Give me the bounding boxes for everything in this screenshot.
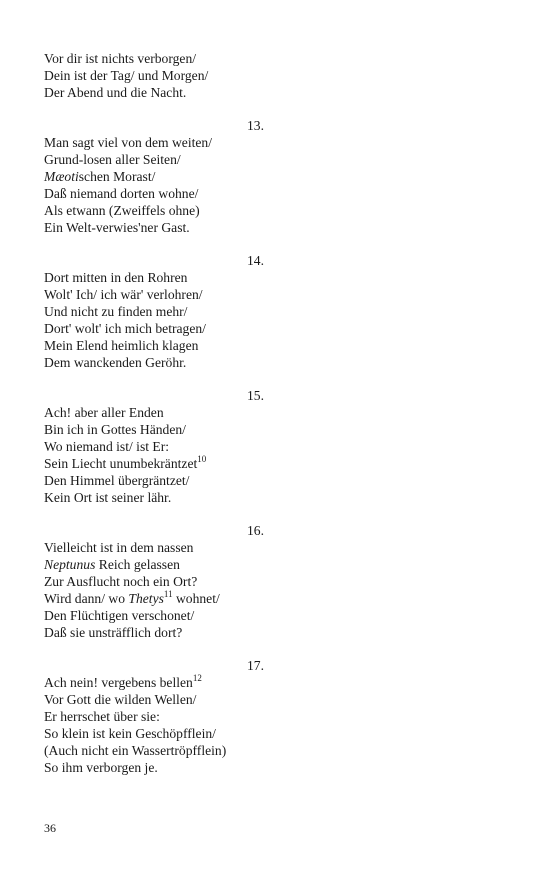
verse-line [44, 539, 274, 556]
page-number: 36 [44, 821, 56, 835]
verse-text: Dort mitten in den Rohren [44, 270, 188, 285]
verse-line [44, 421, 274, 438]
verse-line [44, 219, 274, 236]
verse-text: Daß sie unsträfflich dort? [44, 625, 183, 640]
verse-text: wohnet/ [172, 591, 220, 606]
verse-text: Den Himmel übergräntzet/ [44, 473, 190, 488]
stanza-number: 15. [247, 388, 264, 403]
verse-text: Mein Elend heimlich klagen [44, 338, 199, 353]
verse-line [44, 50, 274, 67]
verse-text: Den Flüchtigen verschonet/ [44, 608, 195, 623]
verse-text: schen Morast/ [78, 169, 156, 184]
verse-line [44, 337, 274, 354]
verse-line [44, 438, 274, 455]
verse-text: Als etwann (Zweiffels ohne) [44, 203, 200, 218]
stanza-number: 13. [247, 118, 264, 133]
verse-line [44, 303, 274, 320]
verse-text: Sein Liecht unumbekräntzet [44, 456, 198, 471]
verse-text: Er herrschet über sie: [44, 709, 160, 724]
verse-line [44, 590, 274, 607]
verse-line [44, 725, 274, 742]
verse-text: Zur Ausflucht noch ein Ort? [44, 574, 198, 589]
stanza [44, 522, 274, 641]
footnote-marker: 12 [192, 673, 202, 683]
verse-text: Ein Welt-verwies'ner Gast. [44, 220, 190, 235]
verse-text: (Auch nicht ein Wassertröpfflein) [44, 743, 227, 758]
verse-line [44, 168, 274, 185]
verse-text: Wird dann/ wo [44, 591, 129, 606]
verse-line [44, 674, 274, 691]
verse-line [44, 185, 274, 202]
verse-line [44, 607, 274, 624]
verse-line [44, 742, 274, 759]
poem-text [44, 50, 274, 792]
verse-line [44, 84, 274, 101]
verse-line [44, 556, 274, 573]
verse-line [44, 455, 274, 472]
verse-line [44, 759, 274, 776]
verse-line [44, 67, 274, 84]
verse-text: Dem wanckenden Geröhr. [44, 355, 187, 370]
verse-text: Vielleicht ist in dem nassen [44, 540, 194, 555]
verse-text: Wo niemand ist/ ist Er: [44, 439, 170, 454]
italic-text: Neptunus [44, 557, 96, 572]
stanza [44, 387, 274, 506]
stanza-number: 16. [247, 523, 264, 538]
verse-text: Ach nein! vergebens bellen [44, 675, 193, 690]
footnote-marker: 11 [163, 589, 173, 599]
verse-text: Und nicht zu finden mehr/ [44, 304, 188, 319]
verse-line [44, 354, 274, 371]
italic-text: Mæoti [44, 169, 79, 184]
verse-text: Dort' wolt' ich mich betragen/ [44, 321, 206, 336]
stanza [44, 50, 274, 101]
verse-text: Man sagt viel von dem weiten/ [44, 135, 212, 150]
verse-line [44, 573, 274, 590]
stanza-number: 14. [247, 253, 264, 268]
verse-line [44, 202, 274, 219]
verse-text: So klein ist kein Geschöpfflein/ [44, 726, 216, 741]
verse-line [44, 269, 274, 286]
verse-text: Reich gelassen [95, 557, 180, 572]
verse-line [44, 286, 274, 303]
verse-text: Der Abend und die Nacht. [44, 85, 187, 100]
verse-text: Vor dir ist nichts verborgen/ [44, 51, 197, 66]
verse-text: Ach! aber aller Enden [44, 405, 164, 420]
verse-text: Dein ist der Tag/ und Morgen/ [44, 68, 209, 83]
verse-line [44, 489, 274, 506]
verse-text: Bin ich in Gottes Händen/ [44, 422, 186, 437]
verse-text: Vor Gott die wilden Wellen/ [44, 692, 197, 707]
verse-line [44, 134, 274, 151]
stanza [44, 657, 274, 776]
verse-line [44, 691, 274, 708]
verse-line [44, 151, 274, 168]
verse-line [44, 320, 274, 337]
stanza [44, 117, 274, 236]
footnote-marker: 10 [197, 454, 207, 464]
verse-line [44, 708, 274, 725]
verse-text: Grund-losen aller Seiten/ [44, 152, 181, 167]
verse-line [44, 404, 274, 421]
stanza [44, 252, 274, 371]
verse-line [44, 472, 274, 489]
verse-text: So ihm verborgen je. [44, 760, 158, 775]
verse-text: Daß niemand dorten wohne/ [44, 186, 199, 201]
stanza-number: 17. [247, 658, 264, 673]
verse-text: Wolt' Ich/ ich wär' verlohren/ [44, 287, 203, 302]
italic-text: Thetys [128, 591, 164, 606]
verse-text: Kein Ort ist seiner lähr. [44, 490, 172, 505]
verse-line [44, 624, 274, 641]
